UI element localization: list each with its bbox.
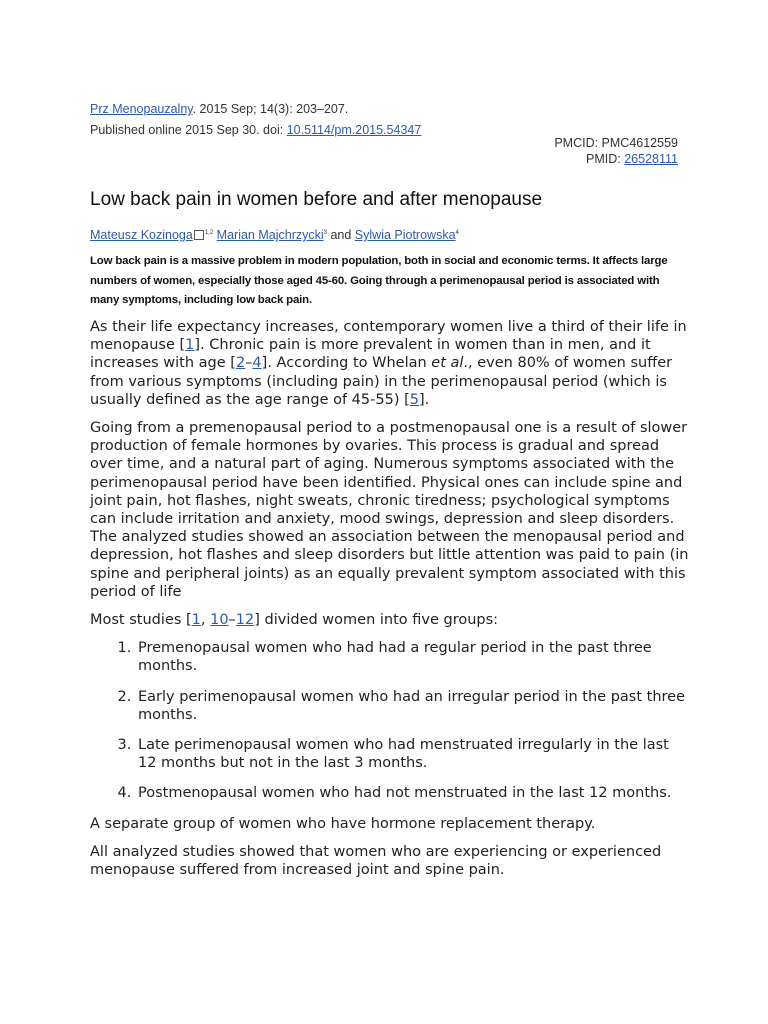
group-list	[90, 639, 690, 802]
list-item: 3. Late perimenopausal women who had menstruated irregularly in the last 12 months but not in the last 3 months.	[136, 736, 690, 772]
paragraph-5: All analyzed studies showed that women who are experiencing or experienced menopause suffered from increased joint and spine pain.	[90, 843, 662, 879]
et-al: et al	[431, 355, 464, 372]
abstract: Low back pain is a massive problem in modern population, both in social and economic terms. It affects large numbers of women, especially those aged 45-60. Going through a perimenopausal period is associated with many symptoms, including low back pain.	[90, 255, 668, 306]
author-link-majchrzycki[interactable]: Marian Majchrzycki	[216, 228, 324, 242]
reference-link[interactable]: 1	[191, 612, 201, 629]
reference-link[interactable]: 1	[185, 337, 195, 354]
reference-link[interactable]: 12	[235, 612, 255, 629]
reference-link[interactable]: 2	[235, 355, 246, 372]
paragraph-4: A separate group of women who have hormone replacement therapy.	[90, 815, 596, 832]
text: ]. Chronic pain is more prevalent in women than in men, and it increases with age [	[90, 337, 651, 372]
text: –	[228, 612, 236, 629]
paragraph-1	[90, 318, 690, 409]
author-link-piotrowska[interactable]: Sylwia Piotrowska	[354, 228, 456, 242]
author-affiliation-sup: 3	[323, 229, 327, 236]
list-item: 2. Early perimenopausal women who had an irregular period in the past three months.	[136, 688, 690, 724]
journal-link[interactable]: Prz Menopauzalny	[90, 102, 193, 116]
paragraph-3	[90, 611, 690, 629]
author-list	[90, 228, 459, 242]
doi-link[interactable]: 10.5114/pm.2015.54347	[286, 123, 422, 137]
citation-block	[90, 99, 421, 141]
pmid-line	[554, 151, 678, 167]
article-title: Low back pain in women before and after menopause	[90, 189, 543, 210]
author-affiliation-sup: 4	[455, 229, 459, 236]
journal-issue: . 2015 Sep; 14(3): 203–207.	[192, 102, 349, 116]
text: ].	[418, 391, 430, 408]
published-text: Published online 2015 Sep 30. doi:	[90, 123, 287, 137]
author-separator: and	[326, 228, 355, 242]
list-item: 1. Premenopausal women who had had a regular period in the past three months.	[136, 639, 690, 675]
reference-link[interactable]: 5	[409, 391, 419, 408]
journal-line	[90, 99, 421, 120]
text: Most studies [	[90, 612, 192, 629]
article-ids	[554, 135, 678, 167]
text: ] divided women into five groups:	[254, 612, 499, 629]
pmid-link[interactable]: 26528111	[624, 152, 678, 166]
text: As their life expectancy increases, contemporary women live a third of their life in menopause [	[90, 319, 687, 354]
author-link-kozinoga[interactable]: Mateusz Kozinoga	[90, 228, 193, 242]
text: ]. According to Whelan	[261, 355, 432, 372]
published-line	[90, 120, 421, 141]
author-affiliation-sup: 1,2	[204, 229, 214, 236]
email-icon[interactable]	[194, 230, 204, 240]
text: ,	[200, 612, 211, 629]
paragraph-2: Going from a premenopausal period to a postmenopausal one is a result of slower production of female hormones by ovaries. This process is gradual and spread over time, and a natural part of aging. Numerous symptoms associated with the perimenopausal period have been identified. Physical ones can include spine and joint pain, hot flashes, night sweats, chronic tiredness; psychological symptoms can include irritation and anxiety, mood swings, depression and sleep disorders. The analyzed studies showed an association between the menopausal period and depression, hot flashes and sleep disorders but little attention was paid to pain (in spine and peripheral joints) as an equally prevalent symptom associated with this period of life	[90, 420, 689, 600]
article-body	[90, 318, 690, 889]
pmcid: PMCID: PMC4612559	[554, 136, 678, 150]
text: –	[245, 355, 253, 372]
reference-link[interactable]: 4	[252, 355, 262, 372]
reference-link[interactable]: 10	[210, 612, 229, 629]
list-item: 4. Postmenopausal women who had not menstruated in the last 12 months.	[136, 784, 690, 802]
pmid-label: PMID:	[586, 152, 625, 166]
text: ., even 80% of women suffer from various symptoms (including pain) in the perimenopausal period (which is usually defined as the age range of 45-55) [	[90, 355, 673, 408]
